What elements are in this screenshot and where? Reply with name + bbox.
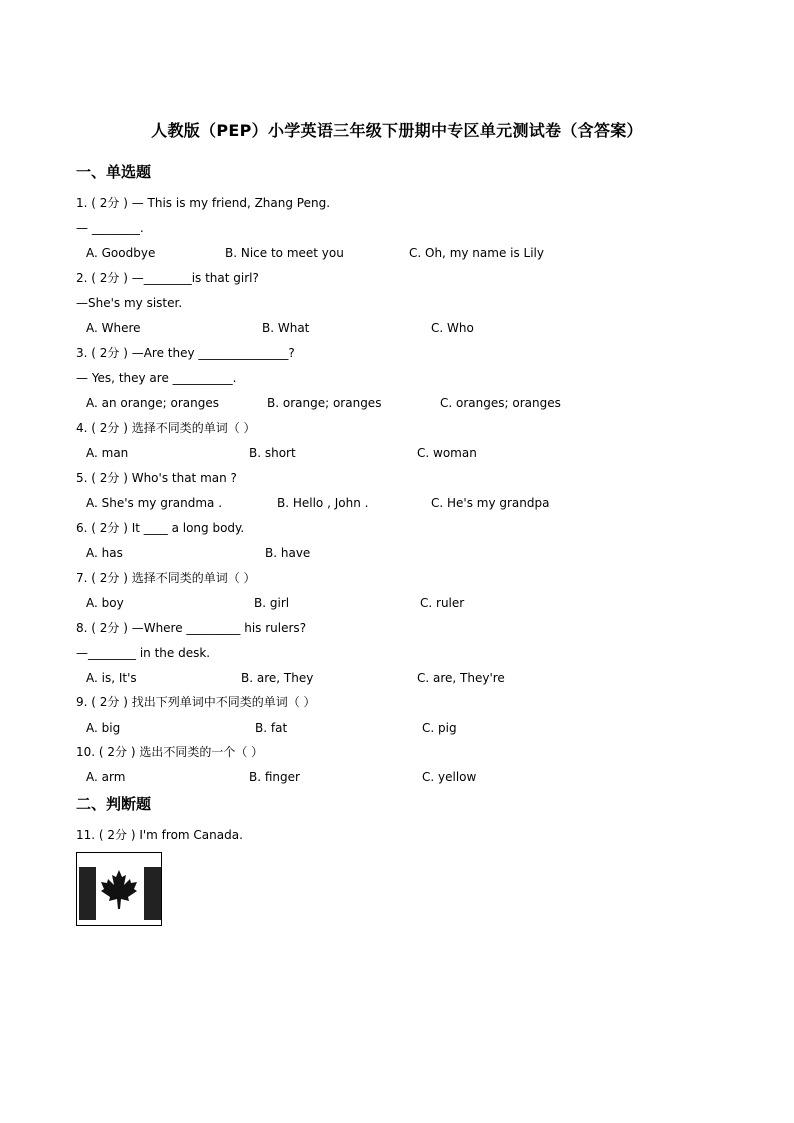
question-7-option-a: A. boy xyxy=(86,596,124,610)
question-8-option-c: C. are, They're xyxy=(417,671,505,685)
question-10-option-b: B. finger xyxy=(249,770,300,784)
section-heading-single-choice: 一、单选题 xyxy=(76,163,152,181)
question-8-option-a: A. is, It's xyxy=(86,671,137,685)
question-7-option-b: B. girl xyxy=(254,596,290,610)
question-6-option-b: B. have xyxy=(265,546,311,560)
question-10-option-a: A. arm xyxy=(86,770,126,784)
question-3-option-a: A. an orange; oranges xyxy=(86,396,219,410)
canada-flag-svg xyxy=(77,853,161,925)
question-3-option-b: B. orange; oranges xyxy=(267,396,382,410)
question-1-option-c: C. Oh, my name is Lily xyxy=(409,246,544,260)
question-8-line2: —________ in the desk. xyxy=(76,646,211,660)
question-2-stem: 2. ( 2分 ) —________is that girl? xyxy=(76,271,259,285)
question-9-option-b: B. fat xyxy=(255,721,288,735)
question-5-stem: 5. ( 2分 ) Who's that man ? xyxy=(76,471,237,485)
question-2-option-a: A. Where xyxy=(86,321,141,335)
question-5-option-b: B. Hello , John . xyxy=(277,496,369,510)
question-5-option-a: A. She's my grandma . xyxy=(86,496,223,510)
flag-right-bar xyxy=(144,867,161,920)
question-10-option-c: C. yellow xyxy=(422,770,477,784)
question-8-stem: 8. ( 2分 ) —Where _________ his rulers? xyxy=(76,621,307,635)
question-1-option-b: B. Nice to meet you xyxy=(225,246,344,260)
question-6-option-a: A. has xyxy=(86,546,123,560)
question-4-stem: 4. ( 2分 ) 选择不同类的单词（ ） xyxy=(76,421,256,435)
question-1-stem: 1. ( 2分 ) — This is my friend, Zhang Peng. xyxy=(76,196,331,210)
question-4-option-c: C. woman xyxy=(417,446,477,460)
question-5-option-c: C. He's my grandpa xyxy=(431,496,550,510)
question-4-option-b: B. short xyxy=(249,446,296,460)
canada-flag-icon xyxy=(76,852,162,926)
section-heading-true-false: 二、判断题 xyxy=(76,795,152,813)
question-9-option-c: C. pig xyxy=(422,721,457,735)
question-4-option-a: A. man xyxy=(86,446,129,460)
question-2-line2: —She's my sister. xyxy=(76,296,183,310)
question-3-option-c: C. oranges; oranges xyxy=(440,396,561,410)
question-9-option-a: A. big xyxy=(86,721,121,735)
question-8-option-b: B. are, They xyxy=(241,671,314,685)
question-7-stem: 7. ( 2分 ) 选择不同类的单词（ ） xyxy=(76,571,256,585)
question-1-line2: — ________. xyxy=(76,221,144,235)
question-6-stem: 6. ( 2分 ) It ____ a long body. xyxy=(76,521,245,535)
question-7-option-c: C. ruler xyxy=(420,596,465,610)
flag-left-bar xyxy=(79,867,96,920)
question-2-option-b: B. What xyxy=(262,321,310,335)
page-title: 人教版（PEP）小学英语三年级下册期中专区单元测试卷（含答案） xyxy=(151,121,643,140)
question-3-line2: — Yes, they are __________. xyxy=(76,371,237,385)
question-9-stem: 9. ( 2分 ) 找出下列单词中不同类的单词（ ） xyxy=(76,695,316,709)
question-3-stem: 3. ( 2分 ) —Are they _______________? xyxy=(76,346,295,360)
question-2-option-c: C. Who xyxy=(431,321,474,335)
question-1-option-a: A. Goodbye xyxy=(86,246,156,260)
question-11-stem: 11. ( 2分 ) I'm from Canada. xyxy=(76,828,243,842)
question-10-stem: 10. ( 2分 ) 选出不同类的一个（ ） xyxy=(76,745,264,759)
